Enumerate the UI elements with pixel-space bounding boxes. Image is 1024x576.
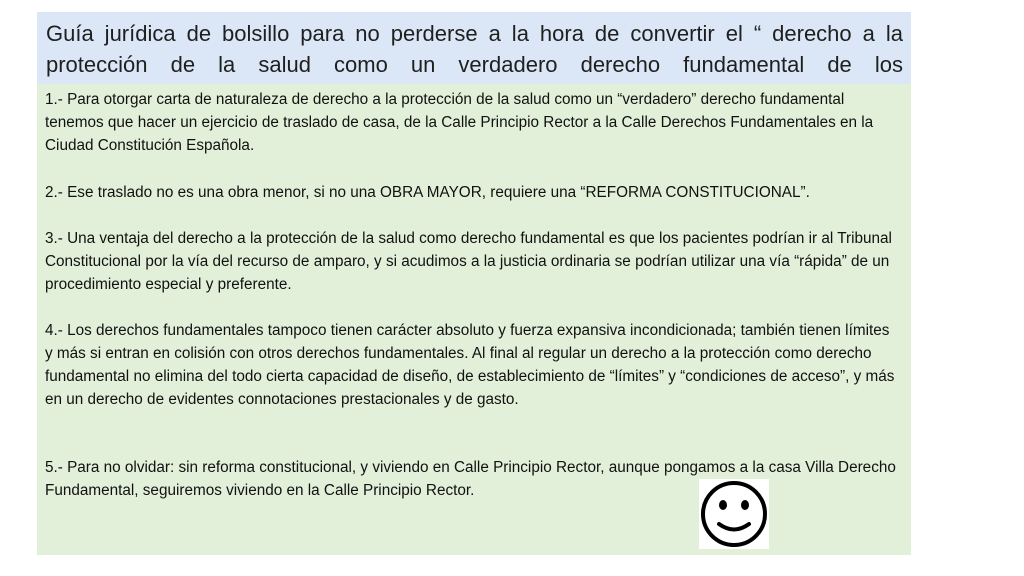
title-banner (37, 12, 911, 84)
smiley-face-icon (699, 479, 769, 549)
paragraph-5: 5.- Para no olvidar: sin reforma constitucional, y viviendo en Calle Principio Rector, aunque pongamos a la casa Villa Derecho Fundamental, seguiremos viviendo en la Calle Principio Rector. (45, 459, 896, 499)
paragraph-4: 4.- Los derechos fundamentales tampoco tienen carácter absoluto y fuerza expansiva incondicionada; también tienen límites y más si entran en colisión con otros derechos fundamentales. Al final al regular un derecho a la protección como derecho fundamental no elimina del todo cierta capacidad de diseño, de establecimiento de “límites” y “condiciones de acceso”, y más en un derecho de evidentes connotaciones prestacionales y de gasto. (45, 322, 895, 408)
paragraph-2: 2.- Ese traslado no es una obra menor, si no una OBRA MAYOR, requiere una “REFORMA CONSTITUCIONAL”. (45, 184, 810, 201)
paragraph-1: 1.- Para otorgar carta de naturaleza de derecho a la protección de la salud como un “verdadero” derecho fundamental tenemos que hacer un ejercicio de traslado de casa, de la Calle Principio Rector a la Calle Derechos Fundamentales en la Ciudad Constitución Española. (45, 91, 874, 154)
content-panel (37, 84, 911, 555)
paragraph-3: 3.- Una ventaja del derecho a la protección de la salud como derecho fundamental es que los pacientes podrían ir al Tribunal Constitucional por la vía del recurso de amparo, y si acudimos a la justicia ordinaria se podrían utilizar una vía “rápida” de un procedimiento especial y preferente. (45, 230, 892, 293)
page-title: Guía jurídica de bolsillo para no perderse a la hora de convertir el “ derecho a la protección de la salud como un verdadero derecho fundamental de los (46, 21, 903, 77)
